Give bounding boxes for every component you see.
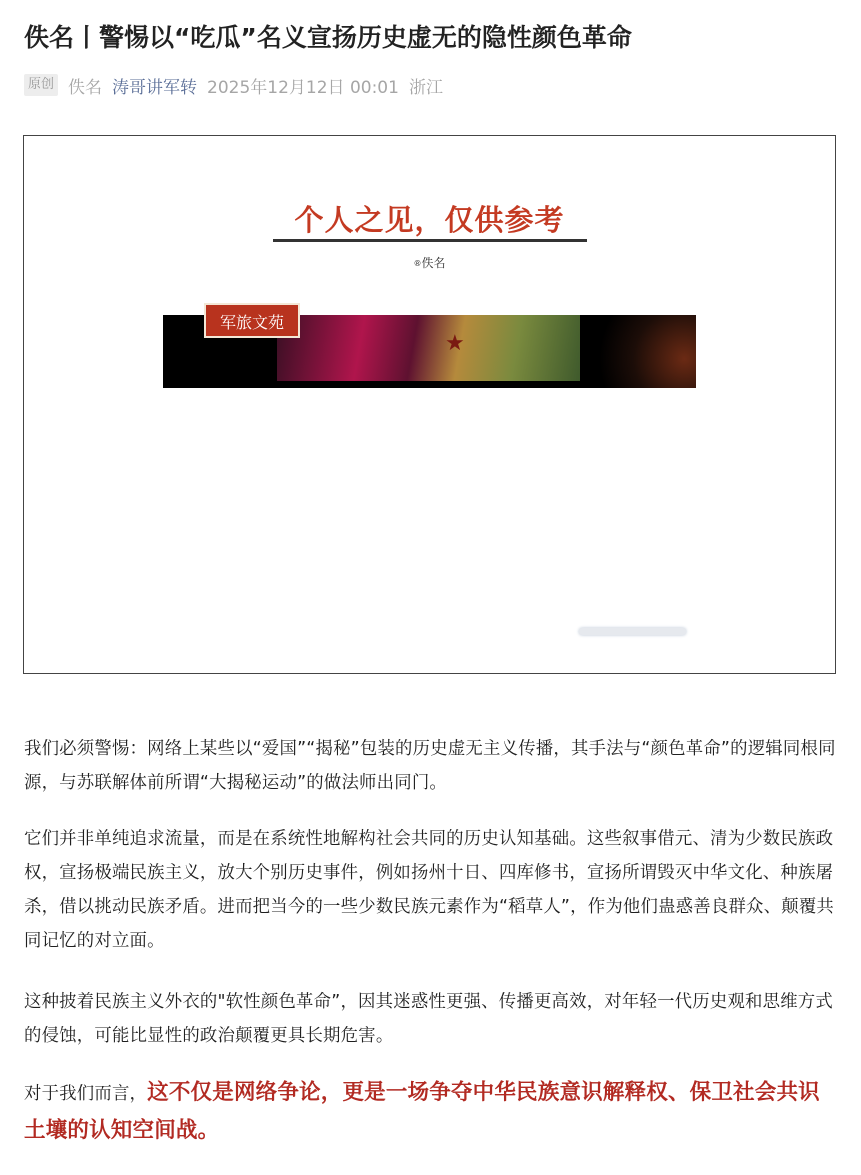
original-badge: 原创 [24,74,58,96]
publish-datetime: 2025年12月12日 00:01 [207,77,399,98]
article-meta [24,72,443,98]
column-tag: 军旅文苑 [204,303,300,338]
cover-image [23,135,836,674]
figure-byline [24,254,835,271]
article-title: 佚名丨警惕以“吃瓜”名义宣扬历史虚无的隐性颜色革命 [24,23,632,52]
author-name: 佚名 [68,77,103,98]
banner-artwork [277,315,580,381]
banner-dark-panel [580,315,696,388]
loading-progress-bar [579,628,686,635]
account-name-link[interactable]: 涛哥讲军转 [112,77,198,98]
paragraph-3: 这种披着民族主义外衣的"软性颜色革命”，因其迷惑性更强、传播更高效，对年轻一代历史观和思维方式的侵蚀，可能比显性的政治颠覆更具长期危害。 [24,992,833,1046]
paragraph-4 [24,1074,836,1150]
paragraph-4-lead: 对于我们而言， [24,1084,148,1104]
paragraph-2: 它们并非单纯追求流量，而是在系统性地解构社会共同的历史认知基础。这些叙事借元、清为少数民族政权，宣扬极端民族主义，放大个别历史事件，例如扬州十日、四库修书，宣扬所谓毁灭中华文化、种族屠杀，借以挑动民族矛盾。进而把当今的一些少数民族元素作为“稻草人”，作为他们蛊惑善良群众、颠覆共同记忆的对立面。 [24,829,835,951]
registered-mark: ® [413,259,422,268]
paragraph-4-emphasis: 这不仅是网络争论，更是一场争夺中华民族意识解释权、保卫社会共识土壤的认知空间战。 [24,1080,820,1143]
figure-byline-text: 佚名 [421,256,446,270]
headline-underline [273,239,587,242]
paragraph-1: 我们必须警惕：网络上某些以“爱国”“揭秘”包装的历史虚无主义传播，其手法与“颜色革命”的逻辑同根同源，与苏联解体前所谓“大揭秘运动”的做法师出同门。 [24,739,836,793]
star-icon: ★ [445,331,465,356]
publish-location: 浙江 [408,77,443,98]
figure-headline: 个人之见，仅供参考 [294,203,565,237]
